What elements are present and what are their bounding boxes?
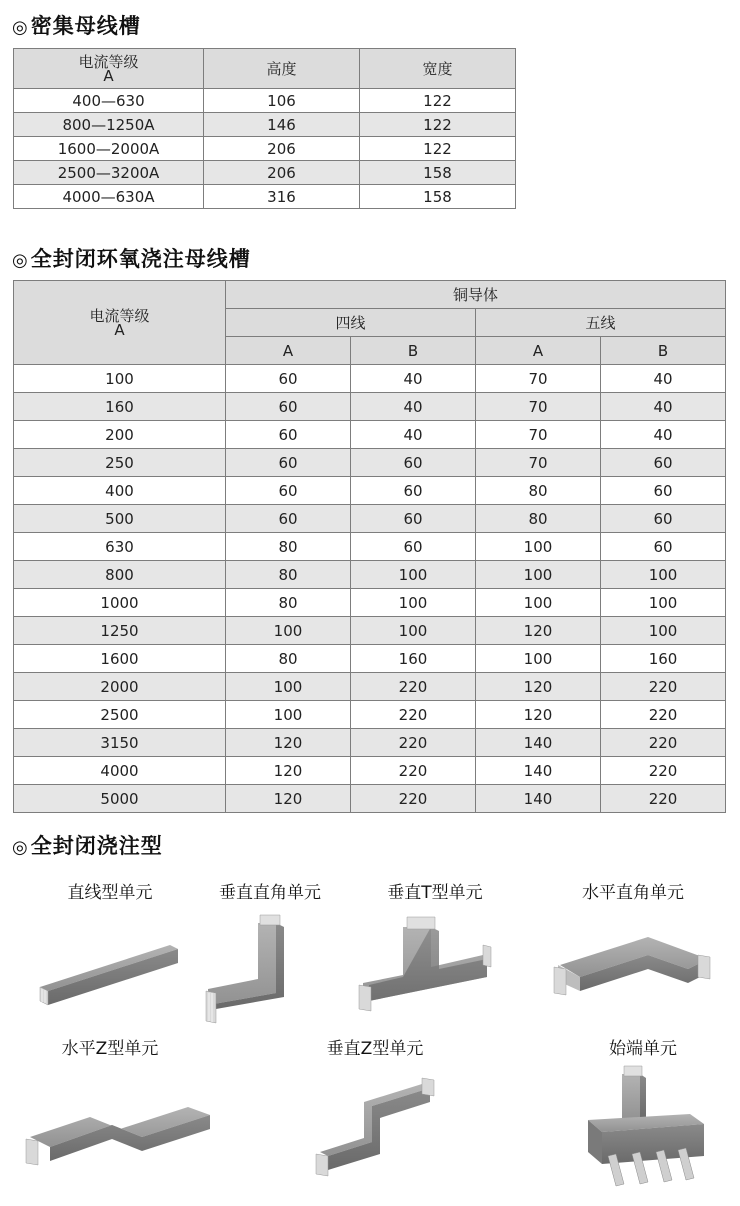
vertical-t-unit-image bbox=[355, 905, 495, 1020]
table-row bbox=[14, 785, 726, 813]
table-cell: 80 bbox=[226, 561, 351, 589]
table-cell: 160 bbox=[601, 645, 726, 673]
table-cell: 60 bbox=[601, 533, 726, 561]
table-cell: 220 bbox=[601, 701, 726, 729]
table-cell: 500 bbox=[14, 505, 226, 533]
table-cell: 800 bbox=[14, 561, 226, 589]
table-row: 400—630 106 122 bbox=[14, 89, 516, 113]
table-cell: 120 bbox=[226, 785, 351, 813]
table-cell: 140 bbox=[476, 785, 601, 813]
table-row bbox=[14, 729, 726, 757]
table-cell: 120 bbox=[476, 673, 601, 701]
dense-busway-table bbox=[13, 48, 516, 209]
table-cell: 220 bbox=[351, 729, 476, 757]
table-row bbox=[14, 589, 726, 617]
table-cell: 100 bbox=[351, 617, 476, 645]
table-cell: 4000 bbox=[14, 757, 226, 785]
header-five-wire-a: A bbox=[476, 337, 601, 365]
table-cell: 120 bbox=[226, 729, 351, 757]
table-cell: 140 bbox=[476, 729, 601, 757]
table-cell: 100 bbox=[601, 617, 726, 645]
table-cell: 60 bbox=[601, 449, 726, 477]
header-current: 电流等级 A bbox=[14, 281, 226, 365]
header-height: 高度 bbox=[204, 49, 360, 89]
table-cell: 40 bbox=[601, 393, 726, 421]
table-row bbox=[14, 533, 726, 561]
table-row bbox=[14, 477, 726, 505]
table-cell: 140 bbox=[476, 757, 601, 785]
header-five-wire-b: B bbox=[601, 337, 726, 365]
table-cell: 40 bbox=[351, 421, 476, 449]
table-cell: 100 bbox=[601, 561, 726, 589]
header-four-wire-b: B bbox=[351, 337, 476, 365]
table-cell: 80 bbox=[476, 477, 601, 505]
table-cell: 1000 bbox=[14, 589, 226, 617]
table-cell: 100 bbox=[476, 533, 601, 561]
table-cell: 60 bbox=[226, 393, 351, 421]
unit-label-straight: 直线型单元 bbox=[67, 883, 153, 903]
table-cell: 100 bbox=[14, 365, 226, 393]
table-cell: 80 bbox=[226, 533, 351, 561]
table-cell: 100 bbox=[351, 589, 476, 617]
table-cell: 80 bbox=[476, 505, 601, 533]
table-row bbox=[14, 673, 726, 701]
table-row bbox=[14, 393, 726, 421]
table-cell: 220 bbox=[351, 701, 476, 729]
table-cell: 220 bbox=[351, 673, 476, 701]
table-cell: 100 bbox=[226, 617, 351, 645]
epoxy-busway-table bbox=[13, 280, 726, 813]
table-cell: 120 bbox=[226, 757, 351, 785]
table-cell: 60 bbox=[351, 505, 476, 533]
table-row: 800—1250A 146 122 bbox=[14, 113, 516, 137]
table-cell: 80 bbox=[226, 589, 351, 617]
table-row: 1600—2000A 206 122 bbox=[14, 137, 516, 161]
table-cell: 100 bbox=[226, 701, 351, 729]
unit-label-vertical-z: 垂直Z型单元 bbox=[326, 1039, 424, 1059]
table-cell: 120 bbox=[476, 617, 601, 645]
table-cell: 220 bbox=[351, 785, 476, 813]
table-cell: 60 bbox=[351, 533, 476, 561]
table-cell: 60 bbox=[601, 505, 726, 533]
table-cell: 160 bbox=[351, 645, 476, 673]
section-title-enclosed-cast: ◎全封闭浇注型 bbox=[12, 834, 163, 858]
header-four-wire: 四线 bbox=[226, 309, 476, 337]
table-cell: 100 bbox=[476, 561, 601, 589]
table-cell: 5000 bbox=[14, 785, 226, 813]
straight-unit-image bbox=[30, 935, 190, 1015]
table-cell: 200 bbox=[14, 421, 226, 449]
unit-label-vertical-angle: 垂直直角单元 bbox=[219, 883, 321, 903]
table-row: 4000—630A 316 158 bbox=[14, 185, 516, 209]
table-cell: 220 bbox=[601, 729, 726, 757]
table-cell: 60 bbox=[226, 505, 351, 533]
table-cell: 100 bbox=[476, 645, 601, 673]
table-row bbox=[14, 757, 726, 785]
start-unit-image bbox=[580, 1060, 720, 1200]
table-cell: 120 bbox=[476, 701, 601, 729]
table-cell: 60 bbox=[351, 449, 476, 477]
table-cell: 100 bbox=[351, 561, 476, 589]
table-cell: 60 bbox=[226, 365, 351, 393]
table-cell: 3150 bbox=[14, 729, 226, 757]
unit-label-start: 始端单元 bbox=[609, 1039, 677, 1059]
table-row bbox=[14, 645, 726, 673]
table-cell: 2500 bbox=[14, 701, 226, 729]
unit-label-vertical-t: 垂直T型单元 bbox=[387, 883, 483, 903]
table-row bbox=[14, 505, 726, 533]
table-cell: 250 bbox=[14, 449, 226, 477]
table-cell: 70 bbox=[476, 365, 601, 393]
table-row bbox=[14, 561, 726, 589]
table-cell: 100 bbox=[476, 589, 601, 617]
table-cell: 1600 bbox=[14, 645, 226, 673]
table-row bbox=[14, 365, 726, 393]
table-cell: 2000 bbox=[14, 673, 226, 701]
table-cell: 60 bbox=[226, 449, 351, 477]
horizontal-angle-unit-image bbox=[550, 925, 720, 1005]
header-current: 电流等级 A bbox=[14, 49, 204, 89]
table-cell: 70 bbox=[476, 393, 601, 421]
table-cell: 220 bbox=[601, 785, 726, 813]
table-row bbox=[14, 449, 726, 477]
table-cell: 220 bbox=[351, 757, 476, 785]
table-cell: 40 bbox=[601, 421, 726, 449]
table-cell: 630 bbox=[14, 533, 226, 561]
table-cell: 40 bbox=[351, 365, 476, 393]
unit-label-horizontal-z: 水平Z型单元 bbox=[61, 1039, 159, 1059]
table-cell: 220 bbox=[601, 757, 726, 785]
table-cell: 60 bbox=[351, 477, 476, 505]
table-row bbox=[14, 421, 726, 449]
table-row bbox=[14, 701, 726, 729]
table-cell: 40 bbox=[601, 365, 726, 393]
table-cell: 100 bbox=[226, 673, 351, 701]
vertical-z-unit-image bbox=[310, 1072, 450, 1182]
table-cell: 400 bbox=[14, 477, 226, 505]
table-row: 2500—3200A 206 158 bbox=[14, 161, 516, 185]
table-cell: 160 bbox=[14, 393, 226, 421]
header-five-wire: 五线 bbox=[476, 309, 726, 337]
table-cell: 220 bbox=[601, 673, 726, 701]
horizontal-z-unit-image bbox=[20, 1095, 220, 1175]
section-title-dense-busway: ◎密集母线槽 bbox=[12, 14, 141, 38]
table-cell: 70 bbox=[476, 449, 601, 477]
table-cell: 80 bbox=[226, 645, 351, 673]
table-cell: 100 bbox=[601, 589, 726, 617]
table-cell: 60 bbox=[601, 477, 726, 505]
table-row bbox=[14, 617, 726, 645]
vertical-angle-unit-image bbox=[200, 905, 310, 1030]
header-four-wire-a: A bbox=[226, 337, 351, 365]
table-cell: 1250 bbox=[14, 617, 226, 645]
table-cell: 40 bbox=[351, 393, 476, 421]
unit-label-horizontal-angle: 水平直角单元 bbox=[582, 883, 684, 903]
table-cell: 60 bbox=[226, 477, 351, 505]
header-width: 宽度 bbox=[360, 49, 516, 89]
table-cell: 70 bbox=[476, 421, 601, 449]
table-cell: 60 bbox=[226, 421, 351, 449]
section-title-epoxy-busway: ◎全封闭环氧浇注母线槽 bbox=[12, 247, 251, 271]
header-copper-conductor: 铜导体 bbox=[226, 281, 726, 309]
